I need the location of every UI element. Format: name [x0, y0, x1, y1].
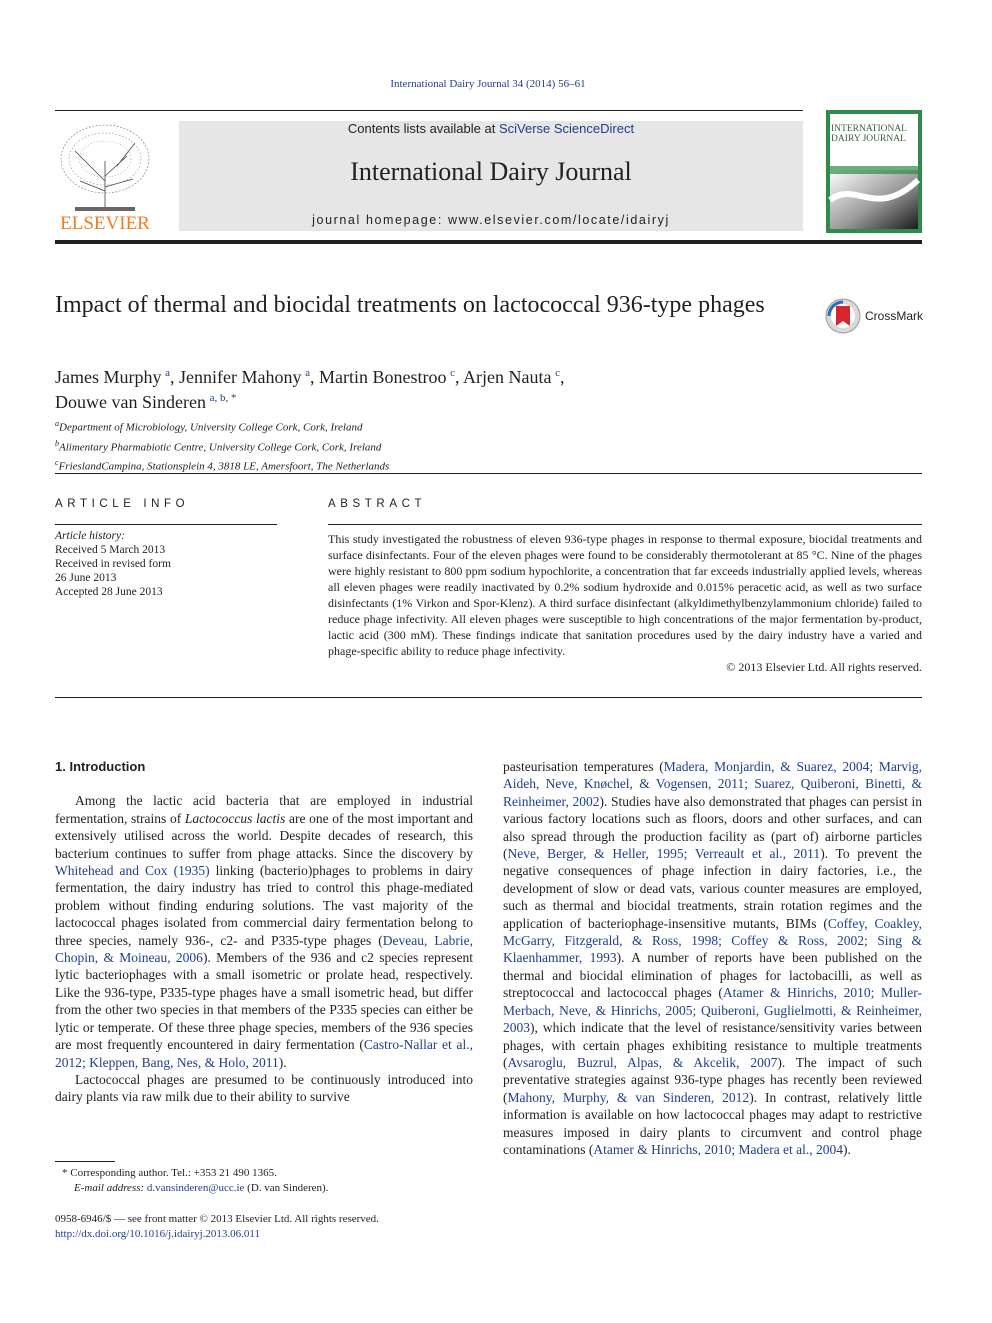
divider	[55, 524, 277, 525]
reference-link[interactable]: Madera, Monjardin, & Suarez, 2004; Marvig, Aideh, Neve, Knøchel, & Vogensen, 2011; Suarez, Quiberoni, Binetti, & Reinheimer, 2002	[503, 759, 922, 809]
crossmark-icon	[825, 298, 861, 334]
divider	[328, 524, 922, 525]
affiliation-key: a	[55, 419, 59, 428]
cover-title: INTERNATIONAL DAIRY JOURNAL	[831, 124, 907, 144]
received-date: Received 5 March 2013	[55, 544, 166, 556]
issn-block	[55, 1212, 555, 1242]
reference-link[interactable]: Castro-Nallar et al., 2012; Kleppen, Bang, Nes, & Holo, 2011	[55, 1037, 473, 1070]
elsevier-tree-logo	[55, 121, 155, 233]
article-title: Impact of thermal and biocidal treatments on lactococcal 936-type phages	[55, 292, 765, 318]
email-line	[62, 1181, 482, 1196]
revised-date: 26 June 2013	[55, 572, 117, 584]
author-name[interactable]: Martin Bonestroo	[318, 367, 447, 387]
paragraph: pasteurisation temperatures (Madera, Monjardin, & Suarez, 2004; Marvig, Aideh, Neve, Knøchel, & Vogensen, 2011; Suarez, Quiberoni, Binetti, & Reinheimer, 2002). Studies have also demonstrated that phages can persist in various factory locations such as floors, doors and other surfaces, and can also spread through the production facility as (part of) airborne particles (Neve, Berger, & Heller, 1995; Verreault et al., 2011). To prevent the negative consequences of phage infection in dairy factories, i.e., the development of slow or dead vats, various counter measures are employed, such as thermal and biocidal treatments, strain rotation regimes and the application of bacteriophage-insensitive mutants, BIMs (Coffey, Coakley, McGarry, Fitzgerald, & Ross, 1998; Coffey & Ross, 2002; Sing & Klaenhammer, 1993). A number of reports have been published on the thermal and biocidal elimination of phages for lactobacilli, as well as streptococcal and lactococcal phages (Atamer & Hinrichs, 2010; Muller-Merbach, Neve, & Hinrichs, 2005; Quiberoni, Guglielmotti, & Reinheimer, 2003), which indicate that the level of resistance/sensitivity varies between phages, with certain phages exhibiting resistance to multiple treatments (Avsaroglu, Buzrul, Alpas, & Akcelik, 2007). The impact of such preventative strategies against 936-type phages has recently been reviewed (Mahony, Murphy, & van Sinderen, 2012). In contrast, relatively little information is available on how lactococcal phages may adapt to restrictive measures imposed in dairy plants to circumvent and control phage contaminations (Atamer & Hinrichs, 2010; Madera et al., 2004).	[503, 759, 923, 1157]
revised-label: Received in revised form	[55, 558, 171, 570]
abstract-body	[328, 531, 922, 675]
footnote	[62, 1166, 482, 1196]
affiliation-key: b	[55, 438, 59, 448]
sciencedirect-link[interactable]: SciVerse ScienceDirect	[498, 121, 635, 136]
article-history	[55, 529, 277, 599]
affiliation-item	[55, 436, 655, 456]
reference-link[interactable]: Whitehead and Cox (1935)	[55, 863, 210, 879]
species-name: Lactococcus lactis	[184, 810, 286, 826]
doi-link[interactable]: http://dx.doi.org/10.1016/j.idairyj.2013.06.011	[55, 1228, 261, 1240]
journal-banner	[179, 121, 803, 231]
email-link[interactable]: d.vansinderen@ucc.ie	[146, 1182, 245, 1194]
affiliation-text: Alimentary Pharmabiotic Centre, University College Cork, Cork, Ireland	[59, 441, 382, 454]
paragraph: Among the lactic acid bacteria that are employed in industrial fermentation, strains of Lactococcus lactis are one of the most important and extensively utilised across the world. Despite decades of research, this bacterium continues to suffer from phage attacks. Since the discovery by Whitehead and Cox (1935) linking (bacterio)phages to problems in dairy fermentation, the dairy industry has tried to control this phage-mediated problem without finding enduring solutions. The vast majority of the lactococcal phages isolated from commercial dairy fermentation belong to three species, namely 936-, c2- and P335-type phages (Deveau, Labrie, Chopin, & Moineau, 2006). Members of the 936 and c2 species represent lytic bacteriophages with a small isometric or prolate head, respectively. Like the 936-type, P335-type phages have a small isometric head, but differ from the other two species in that members of the P335 species can either be lytic or temperate. Of these three phage species, members of the 936 species are most frequently encountered in dairy fermentation (Castro-Nallar et al., 2012; Kleppen, Bang, Nes, & Holo, 2011).	[55, 793, 474, 1070]
crossmark-badge[interactable]	[825, 298, 925, 334]
author-affiliation-marker[interactable]: c	[555, 367, 560, 379]
author-affiliation-marker[interactable]: a, b, *	[209, 392, 237, 404]
paragraph: Lactococcal phages are presumed to be continuously introduced into dairy plants via raw milk due to their ability to survive	[55, 1071, 473, 1105]
author-name[interactable]: Douwe van Sinderen	[55, 392, 206, 412]
divider	[55, 473, 922, 474]
section-heading: 1. Introduction	[55, 759, 146, 774]
contents-line	[179, 121, 803, 136]
contents-prefix: Contents lists available at	[347, 121, 499, 136]
author-name[interactable]: James Murphy	[55, 367, 162, 387]
homepage-line	[179, 213, 803, 227]
homepage-prefix: journal homepage:	[312, 213, 448, 227]
header-thick-rule	[55, 240, 922, 244]
author-affiliation-marker[interactable]: a	[165, 367, 170, 379]
corresponding-author: * Corresponding author. Tel.: +353 21 490 1365.	[62, 1167, 277, 1179]
author-name[interactable]: Arjen Nauta	[462, 367, 552, 387]
reference-link[interactable]: Coffey, Coakley, McGarry, Fitzgerald, & Ross, 1998; Coffey & Ross, 2002; Sing & Klaenhammer, 1993	[503, 915, 923, 966]
crossmark-label: CrossMark	[865, 309, 924, 323]
author-affiliation-marker[interactable]: a	[305, 367, 310, 379]
homepage-url[interactable]: www.elsevier.com/locate/idairyj	[447, 213, 670, 227]
article-info-heading: ARTICLE INFO	[55, 498, 190, 510]
reference-link[interactable]: Avsaroglu, Buzrul, Alpas, & Akcelik, 2007	[507, 1054, 778, 1070]
author-name[interactable]: Jennifer Mahony	[179, 367, 302, 387]
reference-link[interactable]: Neve, Berger, & Heller, 1995; Verreault et al., 2011	[507, 846, 821, 862]
affiliation-text: Department of Microbiology, University College Cork, Cork, Ireland	[59, 421, 363, 434]
affiliation-key: c	[55, 458, 59, 468]
issn-line: 0958-6946/$ — see front matter © 2013 Elsevier Ltd. All rights reserved.	[55, 1213, 379, 1225]
affiliations	[55, 416, 655, 475]
abstract-copyright: © 2013 Elsevier Ltd. All rights reserved.	[726, 660, 922, 674]
author-list: James Murphy $^a$, Jennifer Mahony $^a$, Martin Bonestroo $^c$, Arjen Nauta $^c$, Douwe van Sinderen $^{a, b, *}$	[55, 367, 565, 412]
abstract-heading: ABSTRACT	[328, 498, 427, 510]
journal-cover-image	[826, 110, 922, 233]
header-rule	[55, 110, 803, 111]
email-suffix: (D. van Sinderen).	[244, 1182, 329, 1194]
body-right-column	[503, 758, 922, 1158]
email-label: E-mail address:	[74, 1182, 147, 1194]
affiliation-item	[55, 416, 655, 436]
history-label: Article history:	[55, 530, 125, 542]
footnote-rule	[55, 1161, 115, 1162]
journal-citation[interactable]: International Dairy Journal 34 (2014) 56–61	[390, 78, 586, 90]
reference-link[interactable]: Atamer & Hinrichs, 2010; Madera et al., 2004	[593, 1141, 844, 1157]
accepted-date: Accepted 28 June 2013	[55, 586, 163, 598]
abstract-text: This study investigated the robustness of eleven 936-type phages in response to thermal exposure, biocidal treatments and surface disinfectants. Four of the eleven phages were found to be considerably thermotolerant at 85 °C. Nine of the phages were highly resistant to 800 ppm sodium hypochlorite, a concentration that far exceeds industrially applied levels, whereas all eleven phages were readily inactivated by 0.2% sodium hydroxide and 0.015% peracetic acid, as well as two surface disinfectants (1% Virkon and Spor-Klenz). A third surface disinfectant (alkyldimethylbenzylammonium chloride) failed to reduce phage infectivity. All eleven phages were susceptible to high concentrations of the major fermentation by-product, lactic acid (300 mM). These findings indicate that sanitation procedures used by the dairy industry have a varied and phage-specific ability to reduce phage infectivity.	[328, 532, 922, 658]
divider	[55, 697, 922, 698]
author-affiliation-marker[interactable]: c	[450, 367, 455, 379]
journal-title: International Dairy Journal	[350, 157, 632, 186]
reference-link[interactable]: Deveau, Labrie, Chopin, & Moineau, 2006	[55, 932, 474, 966]
elsevier-wordmark: ELSEVIER	[60, 213, 150, 233]
reference-link[interactable]: Atamer & Hinrichs, 2010; Muller-Merbach, Neve, & Hinrichs, 2005; Quiberoni, Guglielmotti, & Reinheimer, 2003	[503, 985, 922, 1036]
body-left-column	[55, 758, 473, 1106]
reference-link[interactable]: Mahony, Murphy, & van Sinderen, 2012	[507, 1089, 750, 1105]
affiliation-text: FrieslandCampina, Stationsplein 4, 3818 LE, Amersfoort, The Netherlands	[58, 460, 390, 473]
